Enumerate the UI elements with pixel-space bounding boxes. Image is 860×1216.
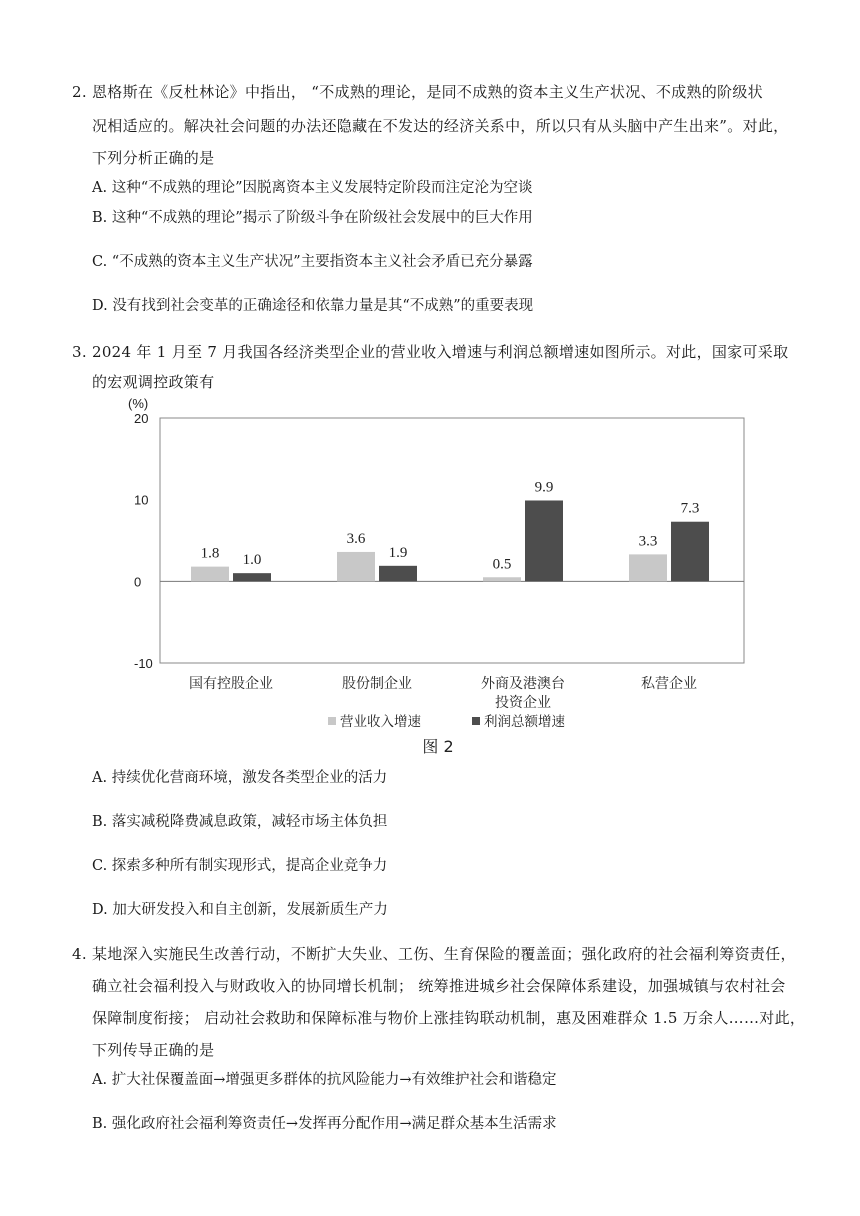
q2-option-d: D. 没有找到社会变革的正确途径和依靠力量是其“不成熟”的重要表现 [92, 298, 534, 314]
bar-revenue-1 [337, 552, 375, 581]
q3-option-b: B. 落实减税降费减息政策，减轻市场主体负担 [92, 814, 388, 830]
bar-profit-1 [379, 566, 417, 582]
figure-caption: 图 2 [422, 737, 454, 756]
legend-swatch [328, 717, 336, 725]
data-label: 9.9 [534, 479, 554, 496]
data-label: 1.9 [388, 544, 408, 561]
category-label: 外商及港澳台 [481, 676, 565, 692]
q3-stem-line-1: 3. 2024 年 1 月至 7 月我国各经济类型企业的营业收入增速与利润总额增速如图所示。对此，国家可采取 [72, 343, 789, 361]
y-tick-label: 10 [134, 492, 149, 508]
bar-revenue-0 [191, 567, 229, 582]
q3-stem-line-2: 的宏观调控政策有 [92, 373, 215, 391]
q2-option-c: C. “不成熟的资本主义生产状况”主要指资本主义社会矛盾已充分暴露 [92, 254, 533, 270]
q4-stem-line-3: 保障制度衔接； 启动社会救助和保障标准与物价上涨挂钩联动机制，惠及困难群众 1.5 万余人……对此， [92, 1009, 806, 1027]
bar-chart [120, 392, 760, 764]
data-label: 1.0 [242, 552, 262, 569]
category-label: 股份制企业 [342, 676, 412, 692]
category-label: 投资企业 [495, 695, 551, 711]
category-label: 国有控股企业 [189, 676, 273, 692]
data-label: 3.6 [346, 530, 366, 547]
q3-option-a: A. 持续优化营商环境，激发各类型企业的活力 [92, 770, 388, 786]
data-label: 7.3 [680, 500, 700, 517]
legend-label: 营业收入增速 [340, 714, 421, 730]
bar-profit-0 [233, 573, 271, 581]
data-label: 0.5 [492, 556, 512, 573]
y-tick-label: 0 [134, 574, 142, 590]
q2-option-a: A. 这种“不成熟的理论”因脱离资本主义发展特定阶段而注定沦为空谈 [92, 180, 533, 196]
bar-revenue-3 [629, 554, 667, 581]
q4-stem-line-2: 确立社会福利投入与财政收入的协同增长机制； 统筹推进城乡社会保障体系建设，加强城镇与农村社会 [92, 977, 786, 995]
q2-stem-line-2: 况相适应的。解决社会问题的办法还隐藏在不发达的经济关系中，所以只有从头脑中产生出来”。对此， [92, 117, 789, 135]
q2-stem-line-3: 下列分析正确的是 [92, 149, 215, 167]
q3-option-c: C. 探索多种所有制实现形式，提高企业竞争力 [92, 858, 388, 874]
q3-option-d: D. 加大研发投入和自主创新，发展新质生产力 [92, 902, 388, 918]
q4-option-b: B. 强化政府社会福利筹资责任→发挥再分配作用→满足群众基本生活需求 [92, 1116, 557, 1132]
q2-option-b: B. 这种“不成熟的理论”揭示了阶级斗争在阶级社会发展中的巨大作用 [92, 210, 533, 226]
legend-swatch [472, 717, 480, 725]
bar-revenue-2 [483, 577, 521, 581]
bar-profit-2 [525, 500, 563, 581]
bar-profit-3 [671, 522, 709, 582]
legend-label: 利润总额增速 [484, 714, 565, 730]
data-label: 1.8 [200, 545, 220, 562]
y-unit-label: (%) [128, 396, 149, 411]
q4-option-a: A. 扩大社保覆盖面→增强更多群体的抗风险能力→有效维护社会和谐稳定 [92, 1072, 557, 1088]
y-tick-label: 20 [134, 411, 149, 426]
category-label: 私营企业 [641, 676, 697, 692]
data-label: 3.3 [638, 533, 658, 550]
q2-stem-line-1: 2. 恩格斯在《反杜林论》中指出， “不成熟的理论，是同不成熟的资本主义生产状况、不成熟的阶级状 [72, 83, 763, 101]
q4-stem-line-4: 下列传导正确的是 [92, 1041, 215, 1059]
y-tick-label: -10 [134, 656, 153, 671]
q4-stem-line-1: 4. 某地深入实施民生改善行动，不断扩大失业、工伤、生育保险的覆盖面；强化政府的社会福利筹资责任， [72, 945, 796, 963]
